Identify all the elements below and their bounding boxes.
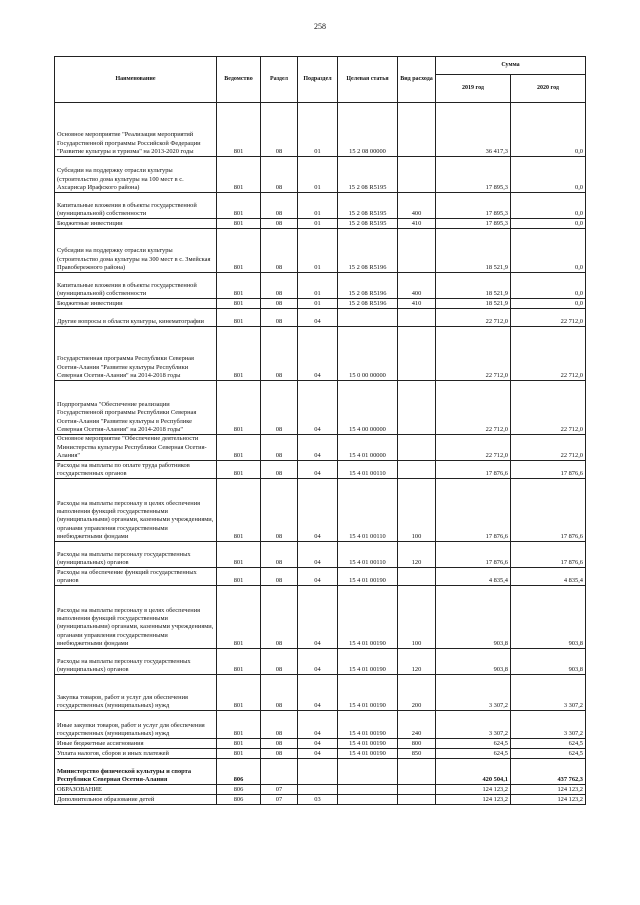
cell-target: 15 4 01 00190 bbox=[338, 675, 398, 711]
cell-name: Расходы на выплаты персоналу в целях обеспечения выполнения функций государственными (муниципальными) органами, казенными учреждениями, органами управления государственными внебюджетными фондами bbox=[55, 586, 217, 649]
cell-ministry: 801 bbox=[217, 711, 261, 739]
cell-y2020: 0,0 bbox=[511, 219, 586, 229]
cell-y2019: 903,8 bbox=[436, 586, 511, 649]
header-ministry: Ведомство bbox=[217, 57, 261, 103]
cell-section: 08 bbox=[261, 299, 298, 309]
cell-ministry: 801 bbox=[217, 299, 261, 309]
table-row bbox=[55, 273, 586, 299]
header-2019: 2019 год bbox=[436, 75, 511, 103]
cell-ministry: 801 bbox=[217, 157, 261, 193]
cell-y2019: 420 504,1 bbox=[436, 759, 511, 785]
cell-sub bbox=[298, 759, 338, 785]
cell-section: 08 bbox=[261, 229, 298, 273]
cell-target: 15 4 01 00110 bbox=[338, 479, 398, 542]
cell-exp: 800 bbox=[398, 739, 436, 749]
cell-section: 08 bbox=[261, 542, 298, 568]
cell-exp: 100 bbox=[398, 479, 436, 542]
cell-y2019: 124 123,2 bbox=[436, 785, 511, 795]
header-name: Наименование bbox=[55, 57, 217, 103]
cell-target: 15 2 08 R5196 bbox=[338, 299, 398, 309]
cell-target: 15 2 08 R5196 bbox=[338, 229, 398, 273]
cell-target bbox=[338, 759, 398, 785]
cell-exp bbox=[398, 103, 436, 157]
cell-target: 15 4 01 00190 bbox=[338, 739, 398, 749]
cell-target: 15 2 08 00000 bbox=[338, 103, 398, 157]
cell-exp: 100 bbox=[398, 586, 436, 649]
cell-name: Уплата налогов, сборов и иных платежей bbox=[55, 749, 217, 759]
cell-name: Субсидии на поддержку отрасли культуры (строительство дома культуры на 300 мест в с. Змейская Правобережного района) bbox=[55, 229, 217, 273]
cell-section: 08 bbox=[261, 157, 298, 193]
cell-ministry: 801 bbox=[217, 229, 261, 273]
table-row bbox=[55, 649, 586, 675]
cell-name: Государственная программа Республики Северная Осетия-Алания "Развитие культуры Республики Северная Осетия-Алания" на 2014-2018 годы bbox=[55, 327, 217, 381]
cell-y2020: 124 123,2 bbox=[511, 795, 586, 805]
header-target: Целевая статья bbox=[338, 57, 398, 103]
cell-exp: 240 bbox=[398, 711, 436, 739]
cell-ministry: 801 bbox=[217, 586, 261, 649]
cell-target bbox=[338, 795, 398, 805]
table-row bbox=[55, 193, 586, 219]
cell-section: 08 bbox=[261, 219, 298, 229]
cell-y2020: 22 712,0 bbox=[511, 381, 586, 435]
cell-section: 08 bbox=[261, 309, 298, 327]
cell-y2020: 17 876,6 bbox=[511, 542, 586, 568]
table-row bbox=[55, 461, 586, 479]
cell-y2020: 4 835,4 bbox=[511, 568, 586, 586]
cell-target: 15 4 01 00190 bbox=[338, 749, 398, 759]
cell-sub: 03 bbox=[298, 795, 338, 805]
cell-target: 15 2 08 R5195 bbox=[338, 193, 398, 219]
header-sum: Сумма bbox=[436, 57, 586, 75]
cell-name: Расходы на выплаты по оплате труда работников государственных органов bbox=[55, 461, 217, 479]
cell-exp bbox=[398, 759, 436, 785]
cell-name: Капитальные вложения в объекты государственной (муниципальной) собственности bbox=[55, 193, 217, 219]
cell-name: Субсидии на поддержку отрасли культуры (строительство дома культуры на 100 мест в с. Ахсарисар Ирафского района) bbox=[55, 157, 217, 193]
cell-y2020: 22 712,0 bbox=[511, 435, 586, 461]
header-subsection: Подраздел bbox=[298, 57, 338, 103]
cell-sub: 04 bbox=[298, 461, 338, 479]
budget-table bbox=[54, 56, 586, 805]
cell-section: 08 bbox=[261, 739, 298, 749]
cell-name: Расходы на выплаты персоналу в целях обеспечения выполнения функций государственными (муниципальными) органами, казенными учреждениями, органами управления государственными внебюджетными фондами bbox=[55, 479, 217, 542]
cell-sub: 01 bbox=[298, 299, 338, 309]
cell-target bbox=[338, 785, 398, 795]
cell-y2019: 17 876,6 bbox=[436, 461, 511, 479]
cell-exp bbox=[398, 229, 436, 273]
cell-y2019: 624,5 bbox=[436, 749, 511, 759]
cell-ministry: 801 bbox=[217, 649, 261, 675]
cell-exp: 400 bbox=[398, 193, 436, 219]
cell-ministry: 801 bbox=[217, 461, 261, 479]
cell-exp: 410 bbox=[398, 219, 436, 229]
cell-name: Бюджетные инвестиции bbox=[55, 219, 217, 229]
table-row bbox=[55, 229, 586, 273]
cell-section: 08 bbox=[261, 749, 298, 759]
cell-y2019: 17 895,3 bbox=[436, 193, 511, 219]
cell-y2019: 18 521,9 bbox=[436, 273, 511, 299]
cell-exp bbox=[398, 568, 436, 586]
cell-target: 15 2 08 R5195 bbox=[338, 219, 398, 229]
cell-name: Другие вопросы в области культуры, кинематографии bbox=[55, 309, 217, 327]
cell-exp: 850 bbox=[398, 749, 436, 759]
cell-exp bbox=[398, 435, 436, 461]
cell-target: 15 4 00 00000 bbox=[338, 381, 398, 435]
cell-exp bbox=[398, 461, 436, 479]
table-row bbox=[55, 675, 586, 711]
cell-exp bbox=[398, 785, 436, 795]
cell-y2019: 3 307,2 bbox=[436, 675, 511, 711]
cell-ministry: 801 bbox=[217, 327, 261, 381]
cell-ministry: 801 bbox=[217, 381, 261, 435]
cell-y2020: 124 123,2 bbox=[511, 785, 586, 795]
cell-sub: 01 bbox=[298, 273, 338, 299]
cell-name: Капитальные вложения в объекты государственной (муниципальной) собственности bbox=[55, 273, 217, 299]
cell-y2019: 18 521,9 bbox=[436, 229, 511, 273]
header-2020: 2020 год bbox=[511, 75, 586, 103]
cell-target: 15 4 01 00190 bbox=[338, 711, 398, 739]
cell-name: Расходы на выплаты персоналу государственных (муниципальных) органов bbox=[55, 649, 217, 675]
header-expense: Вид расхода bbox=[398, 57, 436, 103]
cell-y2020: 437 762,3 bbox=[511, 759, 586, 785]
cell-target: 15 4 01 00190 bbox=[338, 568, 398, 586]
cell-y2019: 36 417,3 bbox=[436, 103, 511, 157]
cell-y2020: 17 876,6 bbox=[511, 479, 586, 542]
cell-sub: 04 bbox=[298, 479, 338, 542]
cell-ministry: 806 bbox=[217, 759, 261, 785]
cell-sub: 04 bbox=[298, 309, 338, 327]
cell-y2019: 22 712,0 bbox=[436, 327, 511, 381]
cell-section: 08 bbox=[261, 568, 298, 586]
cell-name: Подпрограмма "Обеспечение реализации Государственной программы Республики Северная Осетия-Алания "Развитие культуры в Республике Северная Осетия-Алания" на 2014-2018 годы" bbox=[55, 381, 217, 435]
cell-y2020: 22 712,0 bbox=[511, 327, 586, 381]
cell-target: 15 2 08 R5195 bbox=[338, 157, 398, 193]
cell-target bbox=[338, 309, 398, 327]
cell-exp bbox=[398, 327, 436, 381]
cell-exp bbox=[398, 309, 436, 327]
cell-exp: 410 bbox=[398, 299, 436, 309]
cell-y2019: 22 712,0 bbox=[436, 309, 511, 327]
cell-ministry: 801 bbox=[217, 749, 261, 759]
cell-y2020: 0,0 bbox=[511, 273, 586, 299]
cell-sub: 04 bbox=[298, 649, 338, 675]
cell-ministry: 801 bbox=[217, 739, 261, 749]
cell-section: 08 bbox=[261, 435, 298, 461]
cell-y2020: 0,0 bbox=[511, 103, 586, 157]
cell-exp: 120 bbox=[398, 542, 436, 568]
cell-section: 08 bbox=[261, 461, 298, 479]
cell-section: 08 bbox=[261, 649, 298, 675]
cell-y2019: 624,5 bbox=[436, 739, 511, 749]
table-row bbox=[55, 219, 586, 229]
cell-section: 08 bbox=[261, 327, 298, 381]
cell-ministry: 801 bbox=[217, 273, 261, 299]
cell-section: 08 bbox=[261, 675, 298, 711]
cell-target: 15 0 00 00000 bbox=[338, 327, 398, 381]
cell-sub: 04 bbox=[298, 675, 338, 711]
cell-section bbox=[261, 759, 298, 785]
cell-y2020: 3 307,2 bbox=[511, 675, 586, 711]
table-row bbox=[55, 157, 586, 193]
cell-exp: 120 bbox=[398, 649, 436, 675]
table-row bbox=[55, 435, 586, 461]
table-row bbox=[55, 309, 586, 327]
table-body bbox=[55, 103, 586, 805]
cell-y2019: 4 835,4 bbox=[436, 568, 511, 586]
cell-y2020: 903,8 bbox=[511, 649, 586, 675]
cell-ministry: 801 bbox=[217, 193, 261, 219]
table-row bbox=[55, 542, 586, 568]
table-row bbox=[55, 479, 586, 542]
cell-sub: 04 bbox=[298, 711, 338, 739]
cell-sub bbox=[298, 785, 338, 795]
cell-section: 08 bbox=[261, 193, 298, 219]
table-row bbox=[55, 299, 586, 309]
cell-name: Бюджетные инвестиции bbox=[55, 299, 217, 309]
cell-y2019: 17 876,6 bbox=[436, 479, 511, 542]
cell-y2019: 18 521,9 bbox=[436, 299, 511, 309]
cell-exp: 200 bbox=[398, 675, 436, 711]
cell-y2020: 3 307,2 bbox=[511, 711, 586, 739]
table-row bbox=[55, 749, 586, 759]
cell-exp bbox=[398, 795, 436, 805]
cell-name: Дополнительное образование детей bbox=[55, 795, 217, 805]
cell-y2020: 0,0 bbox=[511, 229, 586, 273]
cell-sub: 01 bbox=[298, 219, 338, 229]
cell-ministry: 801 bbox=[217, 309, 261, 327]
cell-ministry: 806 bbox=[217, 785, 261, 795]
table-row bbox=[55, 795, 586, 805]
table-row bbox=[55, 568, 586, 586]
table-row bbox=[55, 586, 586, 649]
cell-name: Министерство физической культуры и спорта Республики Северная Осетия-Алания bbox=[55, 759, 217, 785]
cell-name: Иные бюджетные ассигнования bbox=[55, 739, 217, 749]
page-number: 258 bbox=[314, 22, 326, 31]
cell-sub: 01 bbox=[298, 103, 338, 157]
cell-section: 07 bbox=[261, 785, 298, 795]
cell-section: 08 bbox=[261, 103, 298, 157]
cell-y2020: 0,0 bbox=[511, 193, 586, 219]
table-row bbox=[55, 711, 586, 739]
cell-sub: 04 bbox=[298, 749, 338, 759]
cell-y2019: 22 712,0 bbox=[436, 381, 511, 435]
table-row bbox=[55, 327, 586, 381]
cell-name: Основное мероприятие "Реализация мероприятий Государственной программы Российской Федерации "Развитие культуры и туризма" на 2013-2020 годы bbox=[55, 103, 217, 157]
cell-name: Расходы на обеспечение функций государственных органов bbox=[55, 568, 217, 586]
cell-name: Основное мероприятие "Обеспечение деятельности Министерства культуры Республики Северная Осетия-Алания" bbox=[55, 435, 217, 461]
cell-y2019: 22 712,0 bbox=[436, 435, 511, 461]
table-row bbox=[55, 739, 586, 749]
cell-y2020: 0,0 bbox=[511, 299, 586, 309]
cell-ministry: 806 bbox=[217, 795, 261, 805]
cell-section: 08 bbox=[261, 273, 298, 299]
cell-exp bbox=[398, 381, 436, 435]
cell-name: ОБРАЗОВАНИЕ bbox=[55, 785, 217, 795]
cell-sub: 04 bbox=[298, 568, 338, 586]
cell-y2020: 22 712,0 bbox=[511, 309, 586, 327]
cell-ministry: 801 bbox=[217, 542, 261, 568]
table-row bbox=[55, 103, 586, 157]
cell-ministry: 801 bbox=[217, 479, 261, 542]
cell-y2019: 17 895,3 bbox=[436, 157, 511, 193]
cell-ministry: 801 bbox=[217, 675, 261, 711]
cell-y2019: 124 123,2 bbox=[436, 795, 511, 805]
cell-y2020: 903,8 bbox=[511, 586, 586, 649]
cell-target: 15 4 01 00190 bbox=[338, 586, 398, 649]
table-row bbox=[55, 785, 586, 795]
cell-sub: 04 bbox=[298, 435, 338, 461]
cell-target: 15 4 01 00000 bbox=[338, 435, 398, 461]
cell-name: Расходы на выплаты персоналу государственных (муниципальных) органов bbox=[55, 542, 217, 568]
cell-y2020: 624,5 bbox=[511, 749, 586, 759]
cell-target: 15 4 01 00110 bbox=[338, 542, 398, 568]
cell-target: 15 4 01 00110 bbox=[338, 461, 398, 479]
cell-target: 15 2 08 R5196 bbox=[338, 273, 398, 299]
cell-sub: 04 bbox=[298, 586, 338, 649]
cell-name: Закупка товаров, работ и услуг для обеспечения государственных (муниципальных) нужд bbox=[55, 675, 217, 711]
table-row bbox=[55, 381, 586, 435]
cell-sub: 01 bbox=[298, 157, 338, 193]
table-row bbox=[55, 759, 586, 785]
cell-ministry: 801 bbox=[217, 435, 261, 461]
cell-y2019: 3 307,2 bbox=[436, 711, 511, 739]
cell-ministry: 801 bbox=[217, 219, 261, 229]
cell-section: 08 bbox=[261, 381, 298, 435]
cell-section: 07 bbox=[261, 795, 298, 805]
cell-y2020: 17 876,6 bbox=[511, 461, 586, 479]
cell-section: 08 bbox=[261, 711, 298, 739]
cell-sub: 04 bbox=[298, 327, 338, 381]
cell-sub: 01 bbox=[298, 229, 338, 273]
cell-y2020: 0,0 bbox=[511, 157, 586, 193]
cell-target: 15 4 01 00190 bbox=[338, 649, 398, 675]
cell-name: Иные закупки товаров, работ и услуг для обеспечения государственных (муниципальных) нужд bbox=[55, 711, 217, 739]
cell-sub: 04 bbox=[298, 542, 338, 568]
cell-y2020: 624,5 bbox=[511, 739, 586, 749]
cell-ministry: 801 bbox=[217, 568, 261, 586]
cell-exp bbox=[398, 157, 436, 193]
cell-sub: 04 bbox=[298, 381, 338, 435]
cell-section: 08 bbox=[261, 586, 298, 649]
cell-y2019: 17 876,6 bbox=[436, 542, 511, 568]
cell-sub: 01 bbox=[298, 193, 338, 219]
header-section: Раздел bbox=[261, 57, 298, 103]
cell-section: 08 bbox=[261, 479, 298, 542]
cell-y2019: 903,8 bbox=[436, 649, 511, 675]
cell-sub: 04 bbox=[298, 739, 338, 749]
cell-exp: 400 bbox=[398, 273, 436, 299]
cell-ministry: 801 bbox=[217, 103, 261, 157]
cell-y2019: 17 895,3 bbox=[436, 219, 511, 229]
